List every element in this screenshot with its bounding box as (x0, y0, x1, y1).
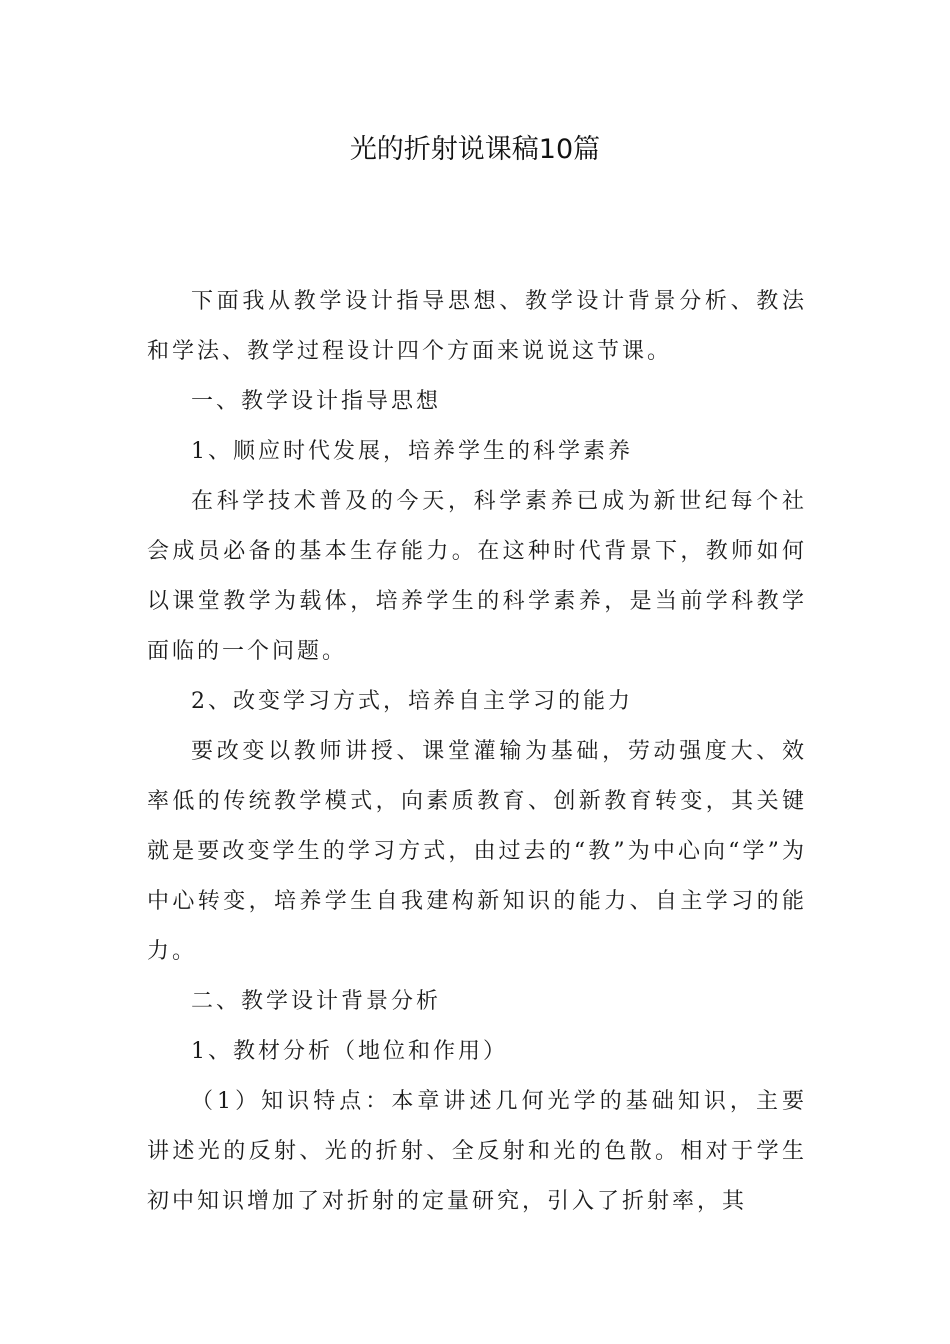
subsection-heading-1-1: 1、顺应时代发展，培养学生的科学素养 (191, 439, 633, 464)
body-paragraph: 在科学技术普及的今天，科学素养已成为新世纪每个社会成员必备的基本生存能力。在这种时代背景下，教师如何以课堂教学为载体，培养学生的科学素养，是当前学科教学面临的一个问题。 (147, 489, 807, 664)
subsection-heading-2-1: 1、教材分析（地位和作用） (191, 1039, 508, 1064)
subsection-heading-1-2: 2、改变学习方式，培养自主学习的能力 (191, 689, 633, 714)
document-body (147, 277, 807, 1227)
document-title: 光的折射说课稿10篇 (349, 134, 601, 165)
intro-paragraph: 下面我从教学设计指导思想、教学设计背景分析、教法和学法、教学过程设计四个方面来说说这节课。 (147, 289, 807, 364)
body-paragraph: 要改变以教师讲授、课堂灌输为基础，劳动强度大、效率低的传统教学模式，向素质教育、创新教育转变，其关键就是要改变学生的学习方式，由过去的“教”为中心向“学”为中心转变，培养学生自我建构新知识的能力、自主学习的能力。 (147, 739, 807, 964)
section-heading-1: 一、教学设计指导思想 (191, 389, 442, 414)
body-paragraph: （1）知识特点：本章讲述几何光学的基础知识，主要讲述光的反射、光的折射、全反射和光的色散。相对于学生初中知识增加了对折射的定量研究，引入了折射率，其 (147, 1089, 807, 1214)
section-heading-2: 二、教学设计背景分析 (191, 989, 442, 1014)
